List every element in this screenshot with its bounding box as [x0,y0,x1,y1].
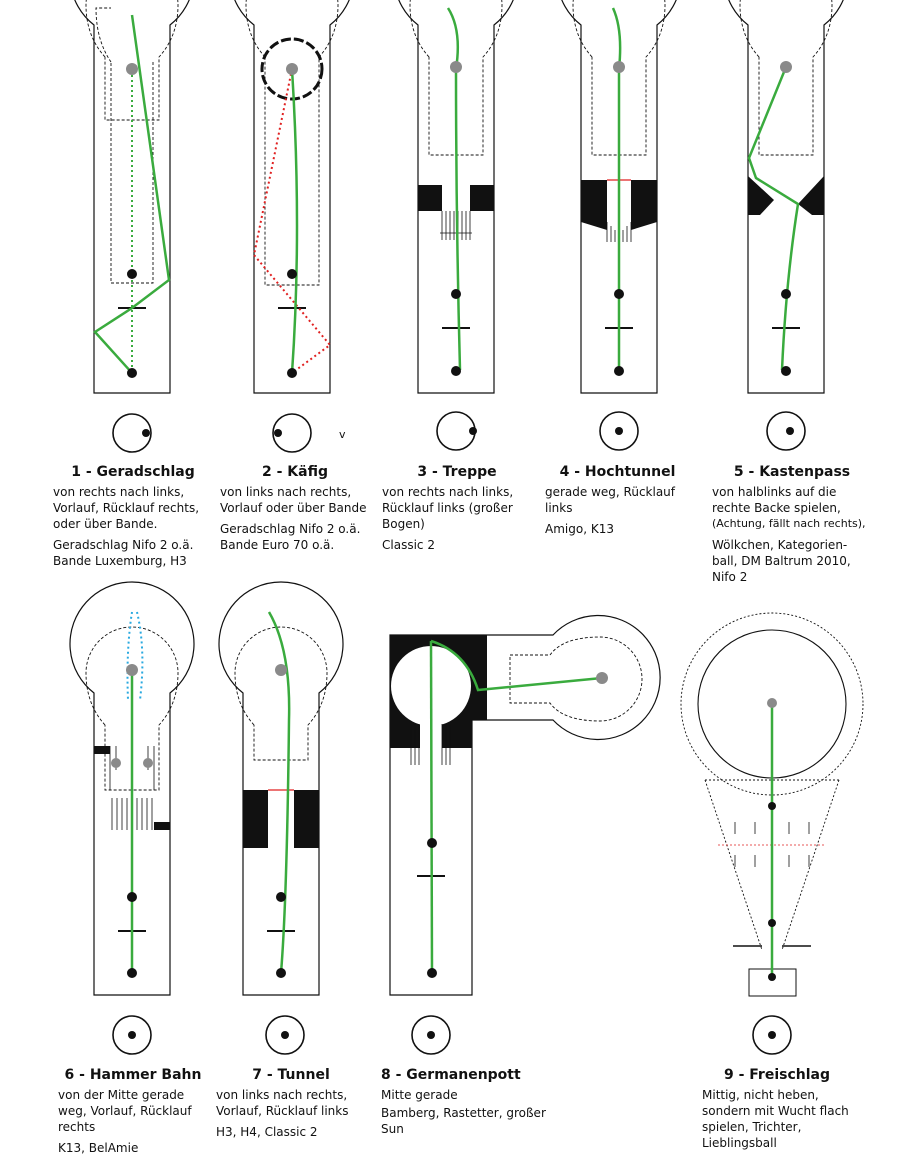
hole-1-caption [53,464,213,574]
hole-3-caption [382,464,532,558]
hole-2-text-1: von links nach rechts, Vorlauf oder über Bande [220,485,367,515]
hole-7-caption [216,1067,366,1145]
hole-5-text-2: (Achtung, fällt nach rechts), [712,517,866,530]
hole-6-title: 6 - Hammer Bahn [64,1067,202,1083]
hole-8-title: 8 - Germanenpott [381,1067,521,1083]
hole-7-diagram [219,582,343,1054]
hole-4-text-2: Amigo, K13 [545,522,614,536]
hole-9-diagram [681,613,863,1054]
hole-3-title: 3 - Treppe [417,464,497,480]
hole-4-text-1: gerade weg, Rücklauf links [545,485,676,515]
hole-8-text-2: Bamberg, Rastetter, großer Sun [381,1106,546,1136]
hole-1-text-1: von rechts nach links, Vorlauf, Rücklauf rechts, oder über Bande. [53,485,200,531]
hole-8-text-1: Mitte gerade [381,1088,458,1102]
v-mark: v [339,428,346,441]
hole-8-diagram [390,615,660,1054]
hole-2-diagram [230,0,354,452]
hole-8-caption [381,1067,551,1142]
hole-7-text-2: H3, H4, Classic 2 [216,1125,318,1139]
hole-1-title: 1 - Geradschlag [71,464,195,480]
hole-2-caption [220,464,370,558]
hole-9-caption [702,1067,852,1156]
hole-3-text-2: Classic 2 [382,538,435,552]
hole-6-text-1: von der Mitte gerade weg, Vorlauf, Rücklauf rechts [58,1088,192,1134]
hole-7-text-1: von links nach rechts, Vorlauf, Rücklauf links [216,1088,349,1118]
hole-9-title: 9 - Freischlag [723,1067,831,1083]
hole-1-diagram [70,0,194,452]
hole-5-text-1: von halblinks auf die rechte Backe spielen, [712,485,841,515]
hole-9-text-2: Lieblingsball [702,1136,777,1150]
hole-6-diagram [70,582,194,1054]
hole-4-title: 4 - Hochtunnel [559,464,676,480]
hole-1-text-2: Geradschlag Nifo 2 o.ä. Bande Luxemburg, H3 [53,538,194,568]
hole-7-title: 7 - Tunnel [252,1067,330,1083]
hole-3-text-1: von rechts nach links, Rücklauf links (großer Bogen) [382,485,514,531]
hole-5-title: 5 - Kastenpass [733,464,851,480]
hole-2-text-2: Geradschlag Nifo 2 o.ä. Bande Euro 70 o.ä. [220,522,361,552]
hole-5-caption [712,464,872,590]
hole-6-caption [58,1067,208,1161]
hole-4-diagram [557,0,681,450]
hole-3-diagram [394,0,518,450]
hole-5-diagram [724,0,848,450]
hole-5-text-3: Wölkchen, Kategorien-ball, DM Baltrum 2010, Nifo 2 [712,538,851,584]
hole-6-text-2: K13, BelAmie [58,1141,139,1155]
hole-9-text-1: Mittig, nicht heben, sondern mit Wucht flach spielen, Trichter, [702,1088,849,1134]
hole-2-title: 2 - Käfig [262,464,328,480]
hole-4-caption [545,464,690,542]
